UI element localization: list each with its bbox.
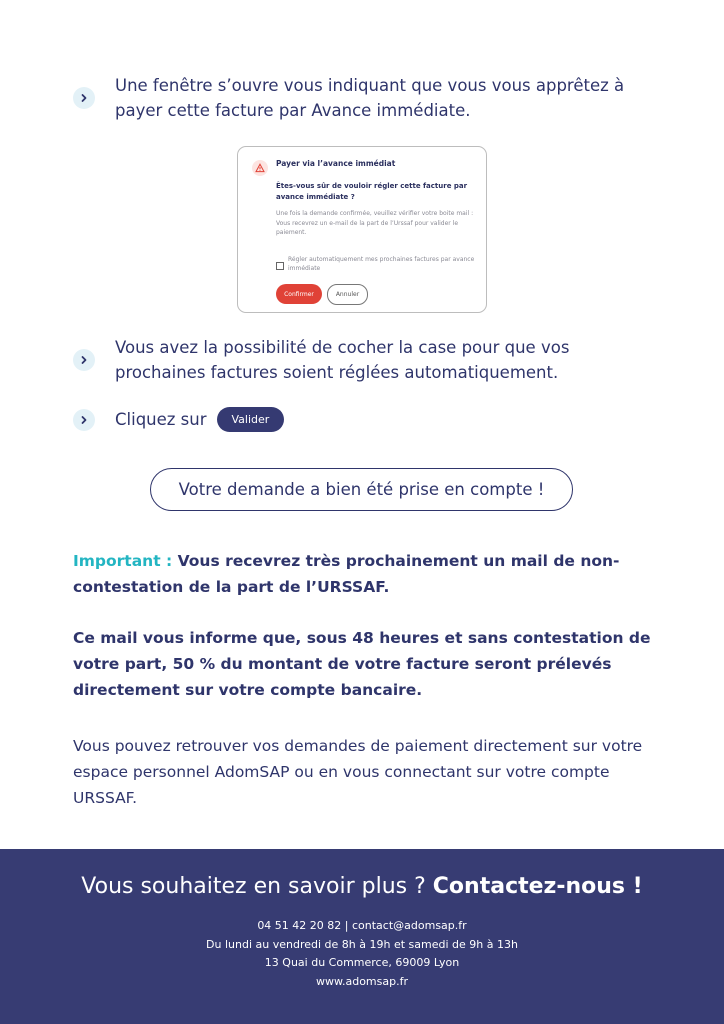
retrieve-paragraph: Vous pouvez retrouver vos demandes de paiement directement sur votre espace personnel AdomSAP ou en vous connectant sur votre compte URSSAF.: [73, 737, 643, 807]
step-3-text: Cliquez sur: [115, 410, 207, 429]
footer-title: [0, 874, 724, 899]
footer-website-link[interactable]: www.adomsap.fr: [316, 974, 408, 988]
important-label: Important :: [73, 552, 173, 570]
payment-dialog: [237, 146, 487, 313]
dialog-title: Payer via l’avance immédiat: [276, 159, 396, 168]
chevron-right-icon: [73, 409, 95, 431]
important-notice: [73, 548, 673, 600]
dialog-info-line-2: Vous recevrez un e-mail de la part de l’Urssaf pour valider le paiement.: [276, 219, 459, 236]
footer: [0, 849, 724, 1024]
chevron-right-icon: [73, 87, 95, 109]
step-2: [73, 335, 655, 385]
auto-pay-checkbox-row[interactable]: [276, 256, 486, 273]
footer-hours: Du lundi au vendredi de 8h à 19h et samedi de 9h à 13h: [206, 937, 518, 951]
validate-button[interactable]: Valider: [217, 407, 285, 432]
dialog-info: [276, 209, 481, 238]
step-3: [73, 407, 284, 432]
confirmation-message: Votre demande a bien été prise en compte !: [150, 468, 573, 511]
auto-pay-checkbox[interactable]: [276, 262, 284, 270]
confirm-button[interactable]: Confirmer: [276, 284, 322, 304]
important-text: Vous recevrez très prochainement un mail de non-contestation de la part de l’URSSAF.: [73, 552, 620, 596]
warning-icon: [252, 160, 268, 176]
footer-title-regular: Vous souhaitez en savoir plus ?: [81, 874, 426, 899]
auto-pay-checkbox-label: Régler automatiquement mes prochaines factures par avance immédiate: [288, 256, 475, 272]
step-1-text: Une fenêtre s’ouvre vous indiquant que vous vous apprêtez à payer cette facture par Avance immédiate.: [115, 76, 625, 120]
footer-address: 13 Quai du Commerce, 69009 Lyon: [264, 956, 460, 969]
footer-contact-block: [0, 917, 724, 991]
cancel-button[interactable]: Annuler: [327, 284, 368, 305]
chevron-right-icon: [73, 349, 95, 371]
dialog-question: Êtes-vous sûr de vouloir régler cette facture par avance immédiate ?: [276, 182, 468, 201]
footer-title-bold: Contactez-nous !: [432, 874, 643, 899]
footer-contact[interactable]: 04 51 42 20 82 | contact@adomsap.fr: [257, 919, 467, 932]
info-paragraph: Ce mail vous informe que, sous 48 heures et sans contestation de votre part, 50 % du montant de votre facture seront prélevés directement sur votre compte bancaire.: [73, 629, 651, 699]
dialog-info-line-1: Une fois la demande confirmée, veuillez vérifier votre boite mail :: [276, 210, 474, 217]
step-2-text: Vous avez la possibilité de cocher la case pour que vos prochaines factures soient réglées automatiquement.: [115, 338, 570, 382]
step-1: [73, 73, 655, 123]
